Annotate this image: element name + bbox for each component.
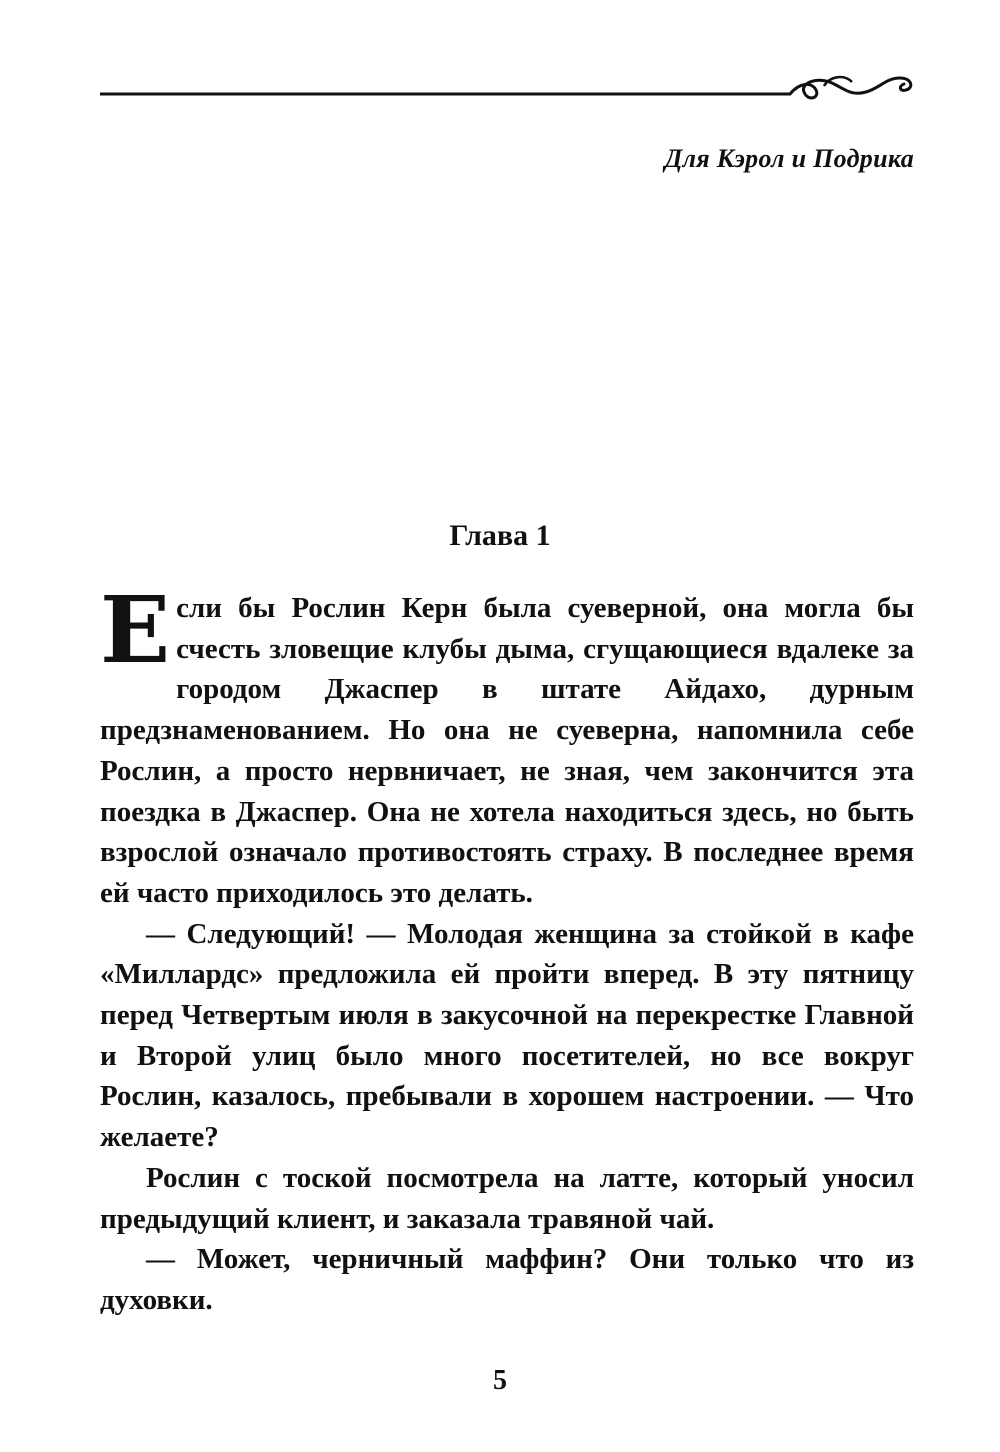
- body-text: [100, 576, 914, 1321]
- decorative-header-rule: [100, 62, 918, 106]
- paragraph: — Следующий! — Молодая женщина за стойкой в кафе «Миллардс» предложила ей пройти вперед. В эту пятницу перед Четвертым июля в закусочной на перекрестке Главной и Второй улиц было много посетителей, но все вокруг Рослин, казалось, пребывали в хорошем настроении. — Что желаете?: [100, 917, 914, 1154]
- paragraph: — Может, черничный маффин? Они только что из духовки.: [100, 1243, 914, 1316]
- chapter-title: Глава 1: [449, 519, 551, 552]
- drop-cap: Е: [100, 576, 171, 684]
- ornament-flourish-icon: [100, 62, 918, 106]
- paragraph-text: сли бы Рослин Керн была суеверной, она могла бы счесть зловещие клубы дыма, сгущающиеся вдалеке за городом Джаспер в штате Айдахо, дурным предзнаменованием. Но она не суеверна, напомнила себе Рослин, а просто нервничает, не зная, чем закончится эта поездка в Джаспер. Она не хотела находиться здесь, но быть взрослой означало противостоять страху. В последнее время ей часто приходилось это делать.: [100, 592, 914, 909]
- page-number: 5: [493, 1365, 507, 1396]
- dedication: Для Кэрол и Подрика: [664, 144, 914, 173]
- paragraph: Рослин с тоской посмотрела на латте, который уносил предыдущий клиент, и заказала травяной чай.: [100, 1161, 914, 1235]
- paragraph: [100, 576, 914, 914]
